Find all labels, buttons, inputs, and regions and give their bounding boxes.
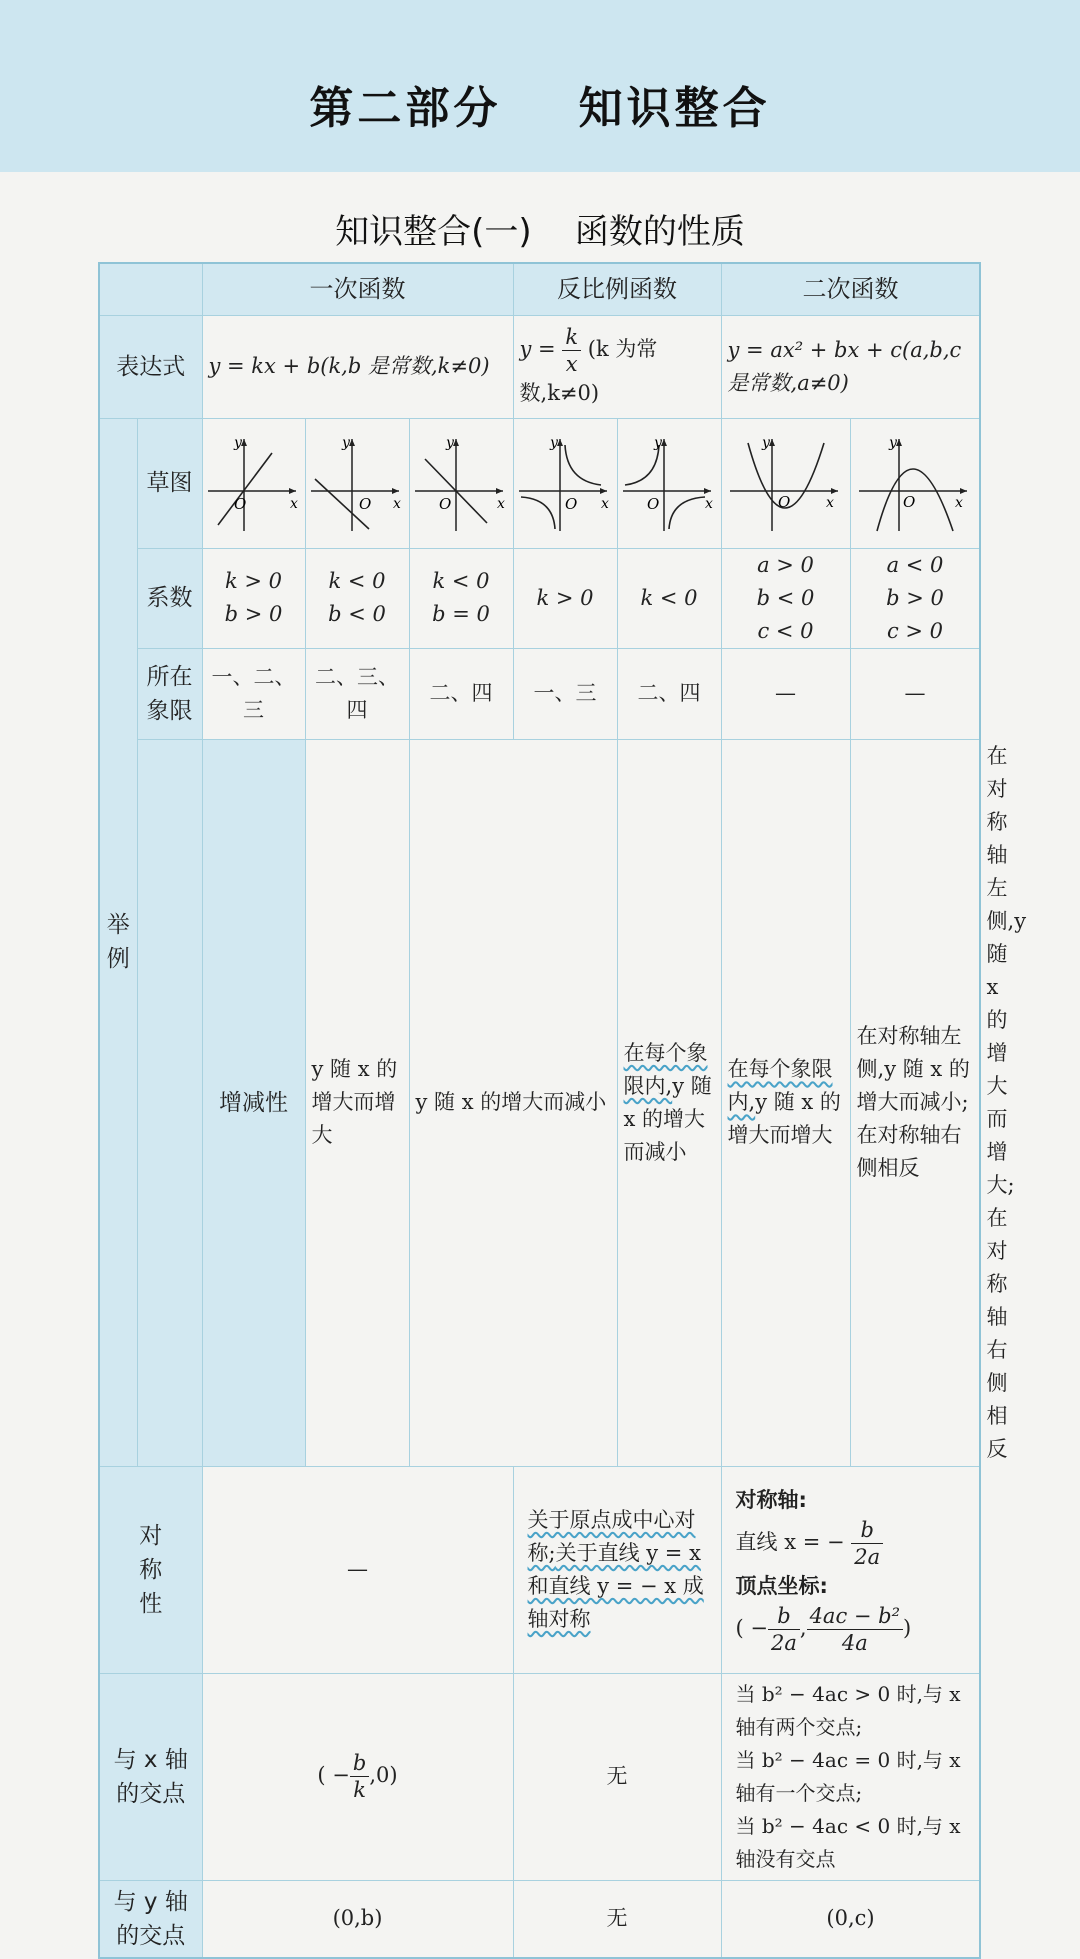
y-int-inverse: 无 xyxy=(513,1880,721,1958)
graph-svg-7 xyxy=(853,433,977,533)
x-int-lin-num: b xyxy=(350,1750,369,1777)
label-sketch: 草图 xyxy=(137,418,202,548)
x-int-quadratic xyxy=(721,1673,980,1880)
mono-inv2-a: 在每个象限内, xyxy=(727,1057,833,1114)
sym-axis-num: b xyxy=(851,1517,883,1544)
y-int-quadratic: (0,c) xyxy=(721,1880,980,1958)
x-int-lin-open: ( − xyxy=(317,1763,350,1787)
mono-linear-1: y 随 x 的增大而增大 xyxy=(305,739,409,1466)
part-title: 第二部分 知识整合 xyxy=(309,83,771,134)
sym-inv-a: 关于原点成中心对称; xyxy=(527,1507,696,1565)
label-quadrant: 所在象限 xyxy=(137,648,202,739)
header-linear: 一次函数 xyxy=(202,263,513,315)
sym-vertex-line xyxy=(736,1603,966,1656)
symmetry-row xyxy=(99,1466,980,1673)
coef-1 xyxy=(202,548,305,648)
section-title: 知识整合(一) 函数的性质 xyxy=(335,212,745,252)
coef-7 xyxy=(850,548,980,648)
expression-linear-text: y = kx + b(k,b 是常数,k≠0) xyxy=(208,354,490,378)
expression-quadratic xyxy=(721,315,980,418)
sym-axis-den: 2a xyxy=(854,1544,881,1569)
x-int-linear xyxy=(202,1673,513,1880)
coefficient-row xyxy=(99,548,980,648)
graph3-x-label: x xyxy=(497,496,505,512)
graph7-y-label: y xyxy=(889,435,897,451)
symmetry-quadratic xyxy=(721,1466,980,1673)
header-row xyxy=(99,263,980,315)
label-monotonic: 增减性 xyxy=(202,739,305,1466)
graph5-x-label: x xyxy=(705,496,713,512)
sym-axis-text: 直线 x = − xyxy=(735,1529,845,1554)
graph7-x-label: x xyxy=(955,495,963,511)
sketch-row xyxy=(99,418,980,548)
sym-vy-num: 4ac − b² xyxy=(807,1603,903,1630)
graph3-origin-label: O xyxy=(439,495,452,513)
y-int-linear: (0,b) xyxy=(202,1880,513,1958)
graph1-x-label: x xyxy=(289,496,298,512)
monotonic-row: 增减性 y 随 x 的增大而增大 y 随 x 的增大而减小 在每个象限内,y 随 x 的增大而减小 在每个象限内,y 随 x 的增大而增大 在对称轴左侧,y 随 x 的增大而减小;在对称轴右侧相反 在对称轴左侧,y 随 x 的增大而增大;在对称轴右侧相反 xyxy=(99,739,980,1466)
coef-1-k: k > 0 xyxy=(224,569,283,593)
graph2-origin-label: O xyxy=(359,495,372,513)
graph4-y-label: y xyxy=(550,435,558,451)
graph7-origin-label: O xyxy=(903,493,916,511)
sym-vx-num: b xyxy=(768,1603,800,1630)
graph-linear-k-neg-b-neg xyxy=(305,418,409,548)
symmetry-inverse xyxy=(513,1466,721,1673)
coef-3-b: b = 0 xyxy=(432,602,490,626)
coef-7-a: a < 0 xyxy=(886,552,944,577)
coef-6-b: b < 0 xyxy=(756,585,815,610)
graph4-x-label: x xyxy=(601,496,609,512)
sym-inv-b: 关于直线 y = x 和直线 y = − x 成轴对称 xyxy=(527,1540,704,1631)
coef-4-k: k > 0 xyxy=(536,585,594,610)
coef-7-b: b > 0 xyxy=(886,585,944,610)
quadrant-6: — xyxy=(721,648,850,739)
graph-linear-k-neg-b-zero xyxy=(409,418,513,548)
coef-2-b: b < 0 xyxy=(328,602,386,626)
quadrant-7: — xyxy=(850,648,980,739)
graph-svg-1 xyxy=(204,433,304,533)
coef-2-k: k < 0 xyxy=(328,569,386,593)
coef-6 xyxy=(721,548,850,648)
graph1-origin-label: O xyxy=(233,495,246,513)
x-int-quad-1: 当 b² − 4ac > 0 时,与 x 轴有两个交点; xyxy=(735,1681,961,1739)
graph2-x-label: x xyxy=(393,496,401,512)
sym-vx-frac xyxy=(768,1603,800,1656)
sym-vertex-close: ) xyxy=(903,1615,912,1640)
sym-axis-label: 对称轴: xyxy=(735,1487,807,1512)
graph-quadratic-a-pos xyxy=(721,418,850,548)
expression-linear xyxy=(202,315,513,418)
label-y-intersect: 与 y 轴的交点 xyxy=(99,1880,202,1958)
coef-7-c: c > 0 xyxy=(886,618,944,643)
quadrant-5: 二、四 xyxy=(617,648,721,739)
graph6-origin-label: O xyxy=(777,493,790,511)
expr-inv-num: k xyxy=(562,324,581,351)
graph2-y-label: y xyxy=(342,435,350,451)
coef-5-k: k < 0 xyxy=(640,585,698,610)
header-blank xyxy=(99,263,202,315)
sym-vertex-open: ( − xyxy=(735,1615,768,1640)
top-banner xyxy=(0,0,1080,172)
sym-vertex-sep: , xyxy=(799,1615,807,1640)
graph6-x-label: x xyxy=(825,495,834,511)
sym-vy-frac xyxy=(807,1603,903,1656)
x-int-quad-3: 当 b² − 4ac < 0 时,与 x 轴没有交点 xyxy=(735,1813,961,1871)
header-quadratic: 二次函数 xyxy=(721,263,980,315)
graph-inverse-k-pos xyxy=(513,418,617,548)
coef-1-b: b > 0 xyxy=(224,602,283,626)
graph-svg-3 xyxy=(411,433,511,533)
label-example xyxy=(99,418,137,1466)
mono-inverse-1 xyxy=(617,739,721,1466)
sym-vx-den: 2a xyxy=(770,1630,797,1655)
label-expression: 表达式 xyxy=(99,315,202,418)
graph-svg-4 xyxy=(515,433,615,533)
graph-svg-2 xyxy=(307,433,407,533)
sym-vertex-label: 顶点坐标: xyxy=(735,1573,828,1598)
quadrant-4: 一、三 xyxy=(513,648,617,739)
expr-inv-pre: y = xyxy=(519,336,556,361)
quadrant-row xyxy=(99,648,980,739)
label-coefficient: 系数 xyxy=(137,548,202,648)
sym-vy-den: 4a xyxy=(841,1630,868,1655)
mono-linear-2: y 随 x 的增大而减小 xyxy=(409,739,617,1466)
graph1-y-label: y xyxy=(233,435,242,451)
x-int-inverse: 无 xyxy=(513,1673,721,1880)
coef-3 xyxy=(409,548,513,648)
coef-5 xyxy=(617,548,721,648)
sym-axis-frac xyxy=(851,1517,883,1570)
graph5-y-label: y xyxy=(654,435,662,451)
coef-4 xyxy=(513,548,617,648)
quadrant-2: 二、三、四 xyxy=(305,648,409,739)
expression-quadratic-text: y = ax² + bx + c(a,b,c 是常数,a≠0) xyxy=(727,337,962,395)
coef-3-k: k < 0 xyxy=(432,569,490,593)
expression-inverse xyxy=(513,315,721,418)
expr-inv-post: (k 为常数,k≠0) xyxy=(519,336,658,405)
x-int-lin-den: k xyxy=(353,1778,366,1802)
sym-axis-line xyxy=(736,1517,966,1570)
x-int-quad-2: 当 b² − 4ac = 0 时,与 x 轴有一个交点; xyxy=(735,1747,961,1805)
expr-inv-fraction xyxy=(562,324,581,377)
quadrant-1: 一、二、三 xyxy=(202,648,305,739)
coef-6-a: a > 0 xyxy=(757,552,814,577)
label-symmetry xyxy=(99,1466,202,1673)
graph-svg-6 xyxy=(724,433,848,533)
mono-inv1-a: 在每个象限内, xyxy=(623,1040,708,1098)
graph-linear-k-pos-b-pos xyxy=(202,418,305,548)
coef-6-c: c < 0 xyxy=(757,618,814,643)
label-example-text: 举例 xyxy=(106,912,130,972)
x-int-lin-close: ,0) xyxy=(369,1763,398,1787)
function-properties-table xyxy=(98,262,1027,1959)
y-intersect-row xyxy=(99,1880,980,1958)
mono-inverse-2 xyxy=(721,739,850,1466)
x-int-lin-frac xyxy=(350,1750,369,1803)
graph6-y-label: y xyxy=(761,435,770,451)
coef-2 xyxy=(305,548,409,648)
symmetry-linear: — xyxy=(202,1466,513,1673)
expression-row xyxy=(99,315,980,418)
mono-inv1-b: y 随 x 的增大而减小 xyxy=(623,1073,712,1164)
graph5-origin-label: O xyxy=(647,495,660,513)
mono-inv2-b: y 随 x 的增大而增大 xyxy=(727,1090,841,1147)
label-x-intersect: 与 x 轴的交点 xyxy=(99,1673,202,1880)
graph3-y-label: y xyxy=(446,435,454,451)
x-intersect-row xyxy=(99,1673,980,1880)
mono-quadratic-1: 在对称轴左侧,y 随 x 的增大而减小;在对称轴右侧相反 xyxy=(850,739,980,1466)
graph4-origin-label: O xyxy=(565,495,578,513)
expr-inv-den: x xyxy=(565,351,578,376)
graph-quadratic-a-neg xyxy=(850,418,980,548)
label-symmetry-text: 对称性 xyxy=(139,1522,163,1617)
example-continuation xyxy=(137,739,202,1466)
quadrant-3: 二、四 xyxy=(409,648,513,739)
graph-svg-5 xyxy=(619,433,719,533)
header-inverse: 反比例函数 xyxy=(513,263,721,315)
graph-inverse-k-neg xyxy=(617,418,721,548)
